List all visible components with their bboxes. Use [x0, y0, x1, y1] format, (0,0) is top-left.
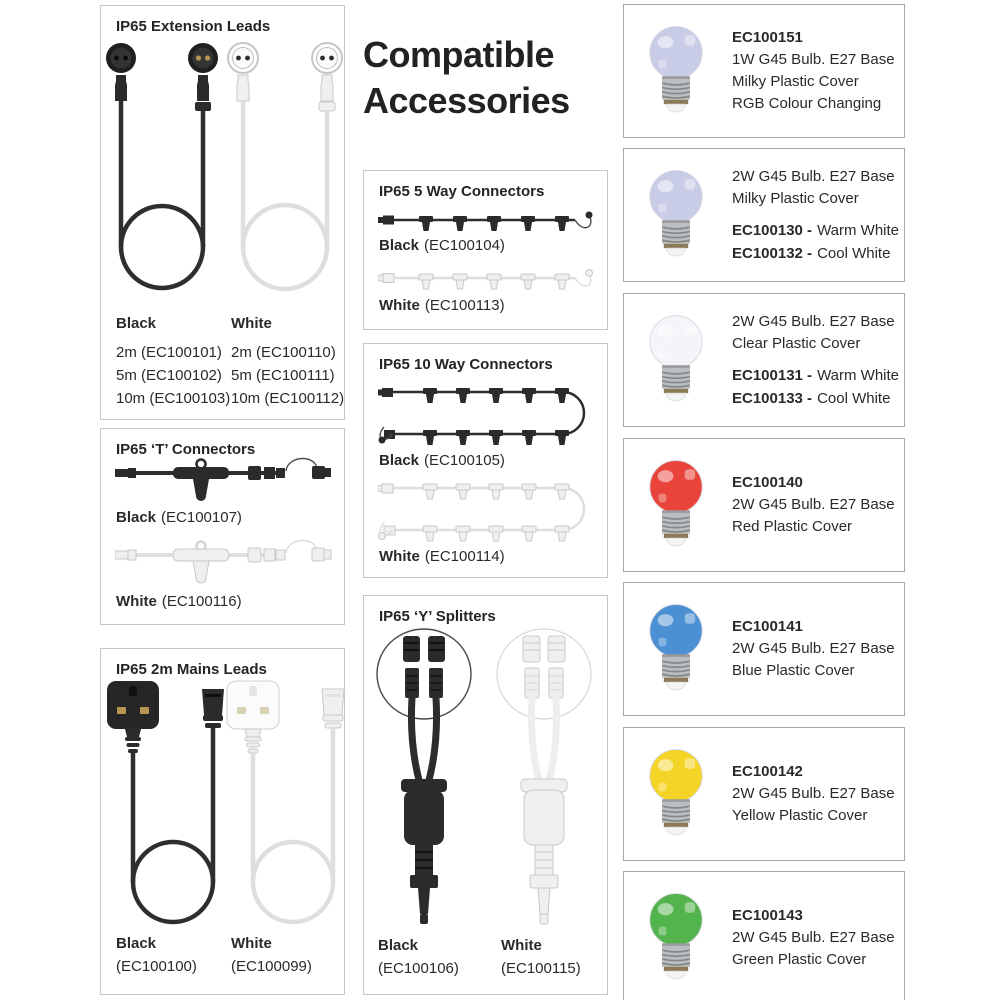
product-code: (EC100115): [501, 960, 581, 977]
panel-extension-leads: [100, 5, 345, 420]
panel-mains-leads: [100, 648, 345, 995]
variant-row: EC100133 - Cool White: [732, 389, 891, 407]
ten-way-white-label: White (EC100114): [379, 548, 505, 565]
card-text: [732, 311, 899, 410]
product-code: EC100142: [732, 763, 803, 780]
color-label: White: [231, 315, 272, 332]
five-way-black-label: Black (EC100104): [379, 237, 505, 254]
panel-y-splitters: [363, 595, 608, 995]
product-code: EC100151: [732, 29, 803, 46]
product-desc: Yellow Plastic Cover: [732, 807, 868, 824]
product-code: EC100143: [732, 907, 803, 924]
t-connector-white-illustration: [115, 539, 332, 591]
white-variant-column: [231, 312, 346, 410]
product-desc: RGB Colour Changing: [732, 95, 882, 112]
product-code: 5m (EC100111): [231, 367, 335, 384]
y-splitters-illustration: [364, 624, 609, 929]
product-desc: 1W G45 Bulb. E27 Base: [732, 51, 895, 68]
variant-row: EC100131 - Warm White: [732, 366, 900, 384]
card-text: [732, 472, 895, 538]
card-text: [732, 761, 895, 827]
extension-leads-illustration: [101, 38, 346, 300]
page-title-line1: Compatible: [363, 34, 555, 75]
bulb-card-ec100143: [623, 871, 905, 1000]
variant-list: [732, 219, 899, 265]
product-code: 2m (EC100110): [231, 344, 336, 361]
panel-title: IP65 ‘Y’ Splitters: [379, 608, 496, 625]
panel-5-way-connectors: [363, 170, 608, 330]
mains-leads-illustration: [101, 679, 346, 927]
panel-title: IP65 2m Mains Leads: [116, 661, 267, 678]
ten-way-black-illustration: [378, 374, 595, 462]
product-desc: 2W G45 Bulb. E27 Base: [732, 640, 895, 657]
product-code: EC100141: [732, 618, 803, 635]
five-way-black-illustration: [378, 207, 595, 235]
panel-title: IP65 10 Way Connectors: [379, 356, 553, 373]
bulb-card-ec100130: [623, 148, 905, 282]
product-desc: Blue Plastic Cover: [732, 662, 855, 679]
product-desc: 2W G45 Bulb. E27 Base: [732, 167, 895, 185]
color-label: Black: [116, 315, 157, 332]
ten-way-white-illustration: [378, 470, 595, 558]
mains-lead-black-label: Black (EC100100): [116, 932, 197, 978]
bulb-card-ec100142: [623, 727, 905, 861]
bulb-card-ec100140: [623, 438, 905, 572]
product-code: 2m (EC100101): [116, 344, 222, 361]
t-connector-black-illustration: [115, 457, 332, 509]
product-desc: Milky Plastic Cover: [732, 189, 859, 207]
bulb-icon: [642, 23, 710, 119]
card-text: [732, 905, 895, 971]
product-code: (EC100099): [231, 958, 312, 975]
y-splitter-black-label: Black (EC100106): [378, 934, 459, 980]
bulb-icon: [642, 167, 710, 263]
card-text: [732, 616, 895, 682]
card-text: [732, 166, 899, 265]
panel-title: IP65 5 Way Connectors: [379, 183, 545, 200]
bulb-icon: [642, 312, 710, 408]
product-desc: 2W G45 Bulb. E27 Base: [732, 312, 895, 330]
panel-t-connectors: [100, 428, 345, 625]
variant-row: EC100132 - Cool White: [732, 244, 891, 262]
page-title: [363, 32, 570, 124]
bulb-card-ec100141: [623, 582, 905, 716]
card-text: [732, 27, 895, 115]
panel-title: IP65 Extension Leads: [116, 18, 271, 35]
extension-leads-labels: [116, 312, 346, 410]
product-desc: Green Plastic Cover: [732, 951, 867, 968]
five-way-white-illustration: [378, 265, 595, 293]
black-variant-column: [116, 312, 231, 410]
product-code: EC100130 -: [732, 221, 813, 239]
bulb-icon: [642, 890, 710, 986]
variant-row: EC100130 - Warm White: [732, 221, 900, 239]
variant-list: [732, 364, 899, 410]
bulb-icon: [642, 746, 710, 842]
product-code: EC100140: [732, 474, 803, 491]
product-code: (EC100100): [116, 958, 197, 975]
product-desc: 2W G45 Bulb. E27 Base: [732, 785, 895, 802]
product-desc: Milky Plastic Cover: [732, 73, 859, 90]
product-code: 10m (EC100112): [231, 390, 345, 407]
page-title-line2: Accessories: [363, 80, 570, 121]
t-connector-black-label: Black (EC100107): [116, 509, 242, 526]
bulb-card-ec100151: [623, 4, 905, 138]
panel-10-way-connectors: [363, 343, 608, 578]
product-desc: 2W G45 Bulb. E27 Base: [732, 496, 895, 513]
product-code: EC100132 -: [732, 244, 813, 262]
product-desc: Red Plastic Cover: [732, 518, 853, 535]
five-way-white-label: White (EC100113): [379, 297, 505, 314]
mains-lead-white-label: White (EC100099): [231, 932, 312, 978]
bulb-icon: [642, 457, 710, 553]
t-connector-white-label: White (EC100116): [116, 593, 242, 610]
bulb-icon: [642, 601, 710, 697]
product-desc: Clear Plastic Cover: [732, 334, 861, 352]
bulb-card-ec100131: [623, 293, 905, 427]
product-code: 5m (EC100102): [116, 367, 222, 384]
product-code: (EC100106): [378, 960, 459, 977]
panel-title: IP65 ‘T’ Connectors: [116, 441, 256, 458]
product-desc: 2W G45 Bulb. E27 Base: [732, 929, 895, 946]
ten-way-black-label: Black (EC100105): [379, 452, 505, 469]
product-code: EC100131 -: [732, 366, 813, 384]
product-code: 10m (EC100103): [116, 390, 231, 407]
product-code: EC100133 -: [732, 389, 813, 407]
y-splitter-white-label: White (EC100115): [501, 934, 581, 980]
